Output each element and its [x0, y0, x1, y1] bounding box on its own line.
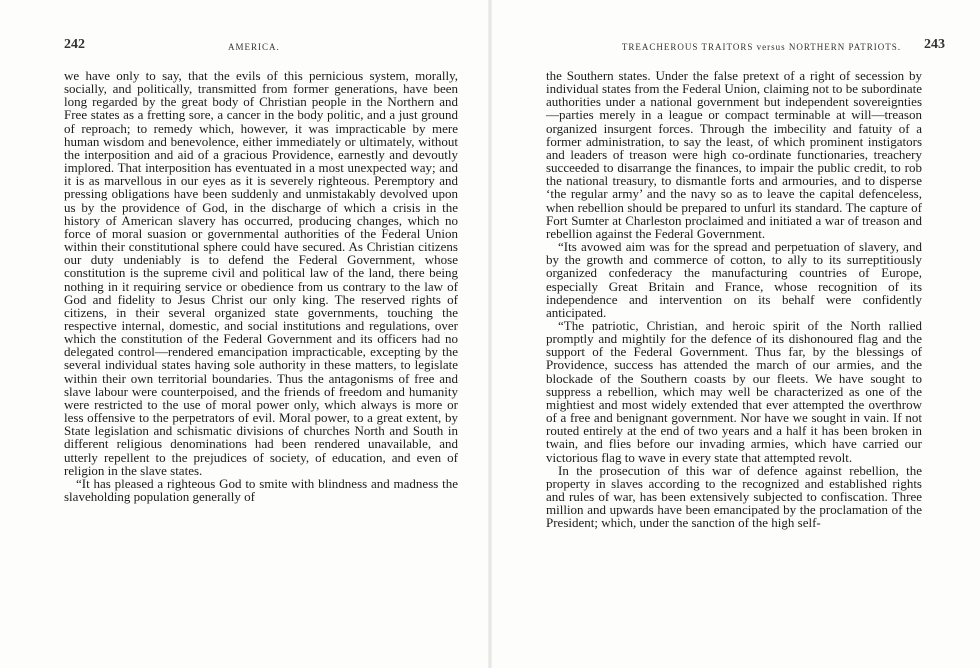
- right-paragraph-4: In the prosecution of this war of defence against rebellion, the property in slaves according to the recognized and established rights and rules of war, has been extensively subjected to confiscation. Three million and upwards have been emancipated by the proclamation of the President; which, under the sanction of the high self-: [546, 462, 922, 531]
- right-paragraph-2: “Its avowed aim was for the spread and perpetuation of slavery, and by the growth and commerce of cotton, to ally to its surreptitiously organized confederacy the manufacturing countries of Europe, especially Great Britain and France, whose recognition of its independence and intervention on its behalf were confidently anticipated.: [546, 239, 922, 320]
- right-paragraph-1: the Southern states. Under the false pretext of a right of secession by individual states from the Federal Union, claiming not to be subordinate authorities under a national government but independent sovereignties—parties merely in a league or compact terminable at will—treason organized insurgent forces. Through the imbecility and fatuity of a former administration, to say the least, of which prominent instigators and leaders of treason were high co-ordinate functionaries, treachery succeeded to disarrange the finances, to impair the public credit, to rob the national treasury, to dismantle forts and armouries, and to disperse ‘the regular army’ and the navy so as to leave the capital defenceless, when rebellion should be prepared to unfurl its standard. The capture of Fort Sumter at Charleston proclaimed and initiated a war of treason and rebellion against the Federal Government.: [546, 68, 922, 241]
- right-page: [490, 0, 980, 668]
- right-page-header: [546, 37, 945, 56]
- left-running-head: AMERICA.: [228, 42, 280, 52]
- left-paragraph-2: “It has pleased a righteous God to smite with blindness and madness the slaveholding population generally of: [64, 475, 458, 504]
- right-running-head: TREACHEROUS TRAITORS versus NORTHERN PATRIOTS.: [621, 42, 901, 52]
- right-paragraph-3: “The patriotic, Christian, and heroic spirit of the North rallied promptly and mightily for the defence of its dishonoured flag and the support of the Federal Government. Thus far, by the blessings of Providence, success has attended the march of our armies, and the blockade of the Southern coasts by our fleets. We have sought to suppress a rebellion, which may well be characterized as one of the mightiest and most widely extended that ever attempted the overthrow of a free and benignant government. Nor have we sought in vain. If not routed entirely at the end of two years and a half it has been broken in twain, and flies before our invading armies, which have carried our victorious flag to wave in every state that attempted revolt.: [546, 317, 922, 465]
- right-page-number: 243: [924, 37, 945, 52]
- left-page-number: 242: [64, 37, 85, 52]
- left-page-header: [64, 37, 458, 56]
- left-page-body: [64, 69, 458, 503]
- right-page-body: [546, 69, 922, 529]
- left-paragraph-1: we have only to say, that the evils of this pernicious system, morally, socially, and politically, transmitted from former generations, have been long regarded by the great body of Christian people in the Northern and Free states as a fretting sore, a cancer in the body politic, and a just ground of reproach; to remedy which, however, it was impracticable by mere human wisdom and benevolence, either immediately or ultimately, without the interposition and aid of a gracious Providence, earnestly and devoutly implored. That interposition has eventuated in a most unexpected way; and it is as marvellous in our eyes as it is severely righteous. Peremptory and pressing obligations have been suddenly and unmistakably devolved upon us by the providence of God, in the discharge of which a crisis in the history of American slavery has occurred, producing changes, which no force of moral suasion or governmental authorities of the Federal Union within their constitutional sphere could have secured. As Christian citizens our duty undeniably is to defend the Federal Government, whose constitution is the supreme civil and political law of the land, there being nothing in it requiring service or obedience from us contrary to the law of God and fidelity to Jesus Christ our only king. The reserved rights of citizens, in their several organized state governments, touching the respective internal, domestic, and social institutions and regulations, over which the constitution of the Federal Government and its officers had no delegated control—rendered emancipation impracticable, excepting by the several individual states having sole authority in these matters, to legislate within their own territorial boundaries. Thus the antagonisms of free and slave labour were counterpoised, and the friends of freedom and humanity were restricted to the use of moral power only, which always is more or less offensive to the perpetrators of evil. Moral power, to a great extent, by State legislation and schismatic divisions of churches North and South in different religious denominations had been rendered unavailable, and utterly repellent to the prejudices of society, of education, and even of religion in the slave states.: [64, 68, 458, 478]
